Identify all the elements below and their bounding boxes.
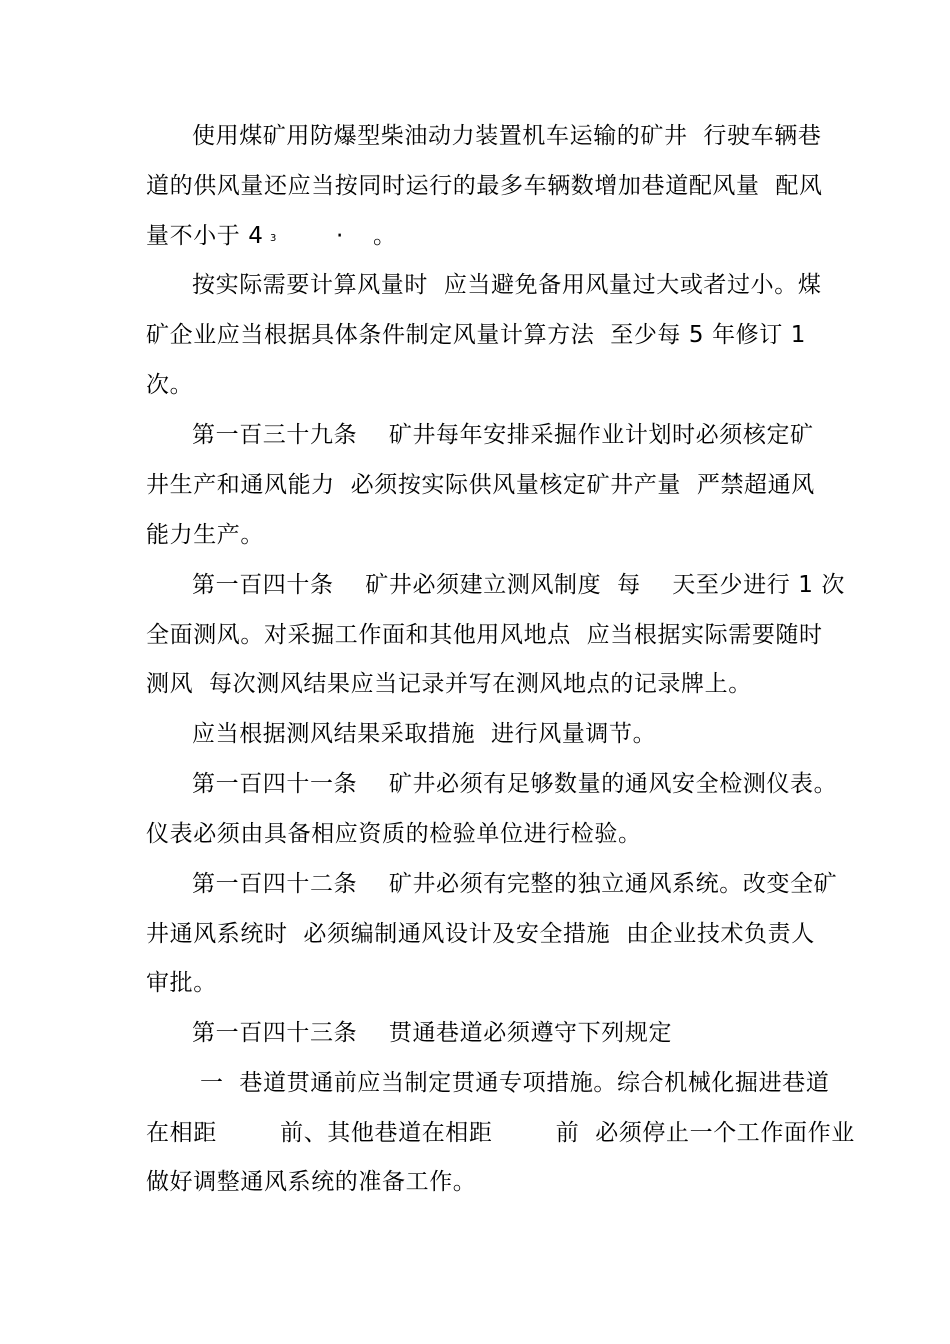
paragraph-line: 全面测风。对采掘工作面和其他用风地点 应当根据实际需要随时: [146, 622, 823, 648]
paragraph-line: 井通风系统时 必须编制通风设计及安全措施 由企业技术负责人: [146, 921, 815, 947]
article-141: 第一百四十一条 矿井必须有足够数量的通风安全检测仪表。: [192, 771, 838, 797]
paragraph-line: 井生产和通风能力 必须按实际供风量核定矿井产量 严禁超通风: [146, 472, 815, 498]
unit-period: 。: [373, 223, 397, 249]
list-item: 一 巷道贯通前应当制定贯通专项措施。综合机械化掘进巷道: [200, 1070, 830, 1096]
paragraph-line: 按实际需要计算风量时 应当避免备用风量过大或者过小。煤: [192, 272, 822, 298]
article-140: 第一百四十条 矿井必须建立测风制度 每 天至少进行 1 次: [192, 572, 845, 598]
paragraph-line: 矿企业应当根据具体条件制定风量计算方法 至少每 5 年修订 1: [146, 322, 807, 348]
paragraph-line: 仪表必须由具备相应资质的检验单位进行检验。: [146, 821, 642, 847]
article-143: 第一百四十三条 贯通巷道必须遵守下列规定: [192, 1020, 673, 1046]
paragraph-line: 量不小于 4: [146, 223, 264, 249]
paragraph-line: 在相距 前、其他巷道在相距 前 必须停止一个工作面作业: [146, 1120, 855, 1146]
paragraph-line: 能力生产。: [146, 522, 264, 548]
paragraph-line: 做好调整通风系统的准备工作。: [146, 1169, 477, 1195]
paragraph-line: 应当根据测风结果采取措施 进行风量调节。: [192, 721, 657, 747]
article-139: 第一百三十九条 矿井每年安排采掘作业计划时必须核定矿: [192, 422, 814, 448]
paragraph-line: 审批。: [146, 970, 217, 996]
paragraph-line: 道的供风量还应当按同时运行的最多车辆数增加巷道配风量 配风: [146, 173, 823, 199]
article-142: 第一百四十二条 矿井必须有完整的独立通风系统。改变全矿: [192, 871, 838, 897]
paragraph-line: 测风 每次测风结果应当记录并写在测风地点的记录牌上。: [146, 671, 752, 697]
unit-superscript: 3: [270, 233, 277, 244]
paragraph-line: 使用煤矿用防爆型柴油动力装置机车运输的矿井 行驶车辆巷: [192, 123, 822, 149]
paragraph-line: 次。: [146, 372, 194, 398]
unit-dot: ·: [336, 223, 344, 249]
